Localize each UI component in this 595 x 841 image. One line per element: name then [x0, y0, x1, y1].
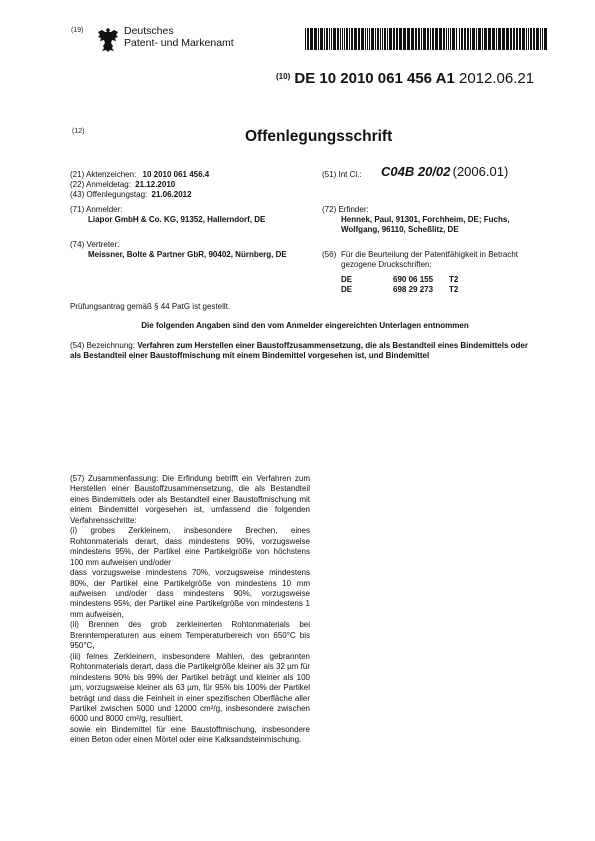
applicant-data-notice: Die folgenden Angaben sind den vom Anmelder eingereichten Unterlagen entnommen	[141, 321, 469, 330]
abstract-step-i-continued: dass vorzugsweise mindestens 70%, vorzugsweise mindestens 80%, der Partikel eine Partikelgröße von mindestens 10 mm aufweisen und/oder dass mindestens 90%, vorzugsweise mindestens 95%, der Partikel eine Partikelgröße von mindestens 1 mm aufweisen,	[70, 568, 310, 619]
field-22-filing-date: (22) Anmeldetag: 21.12.2010	[70, 180, 176, 189]
field-57-code: (57)	[70, 474, 85, 483]
publication-number: DE 10 2010 061 456 A1	[294, 70, 455, 87]
examination-request-note: Prüfungsantrag gemäß § 44 PatG ist gestellt.	[70, 302, 231, 311]
publication-number-line	[276, 70, 534, 87]
abstract-step-iii: (iii) feines Zerkleinern, insbesondere Mahlen, des gebrannten Rohtonmaterials derart, dass die Partikelgröße kleiner als 32 µm für mindestens 90% bis 99% der Partikel beträgt und kleiner als 100 µm, vorzugsweise kleiner als 63 µm, für 95% bis 100% der Partikel beträgt und dass die Feinheit in einer spezifischen Oberfläche aller Partikel zwischen 5000 und 12000 cm²/g, insbesondere zwischen 6000 und 8000 cm²/g, resultiert,	[70, 651, 310, 724]
field-71-applicant-value: Liapor GmbH & Co. KG, 91352, Hallerndorf, DE	[88, 215, 266, 224]
field-72-inventor-label: (72) Erfinder:	[322, 205, 369, 214]
office-name-line-1: Deutsches	[124, 25, 174, 37]
abstract-step-ii: (ii) Brennen des grob zerkleinerten Rohtonmaterials bei Brenntemperaturen aus einem Temperaturbereich von 650°C bis 950°C,	[70, 620, 310, 651]
inid-code-12: (12)	[72, 128, 85, 135]
abstract-step-i: (i) grobes Zerkleinern, insbesondere Brechen, eines Rohtonmaterials derart, dass mindestens 90%, vorzugsweise mindestens 95%, der Partikel eine Partikelgröße von höchstens 100 mm aufweisen und/oder	[70, 526, 310, 567]
abstract	[70, 474, 310, 746]
publication-date: 2012.06.21	[458, 70, 535, 87]
field-56-code: (56)	[322, 250, 337, 259]
cited-reference-1: DE 690 06 155 T2	[341, 275, 459, 284]
invention-title: Verfahren zum Herstellen einer Baustoffzusammensetzung, die als Bestandteil eines Bindemittels oder als Bestandteil einer Baustoffmischung mit einem Bindemittel vorgesehen ist, und Bindemittel	[70, 341, 528, 361]
federal-eagle-logo-icon	[96, 26, 120, 54]
ipc-class: C04B 20/02	[381, 164, 451, 179]
abstract-closing: sowie ein Bindemittel für eine Baustoffmischung, insbesondere einen Beton oder einen Mörtel oder eine Kalksandsteinmischung.	[70, 724, 310, 745]
field-74-representative-label: (74) Vertreter:	[70, 240, 120, 249]
inid-code-10: (10)	[276, 72, 291, 81]
inid-code-19: (19)	[71, 27, 84, 34]
field-71-applicant-label: (71) Anmelder:	[70, 205, 123, 214]
field-57-label: Zusammenfassung:	[88, 474, 159, 483]
field-43-publication-date: (43) Offenlegungstag: 21.06.2012	[70, 190, 192, 199]
field-74-representative-value: Meissner, Bolte & Partner GbR, 90402, Nürnberg, DE	[88, 250, 287, 259]
office-name-line-2: Patent- und Markenamt	[124, 37, 234, 49]
cited-reference-2: DE 698 29 273 T2	[341, 285, 459, 294]
field-54-title	[70, 341, 530, 361]
patent-office-name	[124, 25, 234, 49]
ipc-version: (2006.01)	[452, 164, 509, 179]
field-72-inventor-value: Hennek, Paul, 91301, Forchheim, DE; Fuchs, Wolfgang, 96110, Scheßlitz, DE	[341, 215, 510, 235]
field-54-label: Bezeichnung:	[86, 341, 135, 350]
document-kind-title: Offenlegungsschrift	[245, 128, 393, 145]
field-51-int-class-label: (51) Int Cl.:	[322, 170, 362, 179]
field-54-code: (54)	[70, 341, 85, 350]
barcode-icon	[305, 28, 548, 50]
field-21-application-number: (21) Aktenzeichen: 10 2010 061 456.4	[70, 170, 210, 179]
field-51-int-class-value	[381, 164, 509, 179]
field-56-label: Für die Beurteilung der Patentfähigkeit in Betracht gezogene Druckschriften:	[341, 250, 518, 270]
abstract-intro: (57) Zusammenfassung: Die Erfindung betrifft ein Verfahren zum Herstellen einer Baustoffzusammensetzung, die als Bestandteil eines Bindemittels oder als Bestandteil einer Baustoffmischung mit einem Bindemittel vorgesehen ist, umfassend die folgenden Verfahrensschritte:	[70, 474, 310, 525]
